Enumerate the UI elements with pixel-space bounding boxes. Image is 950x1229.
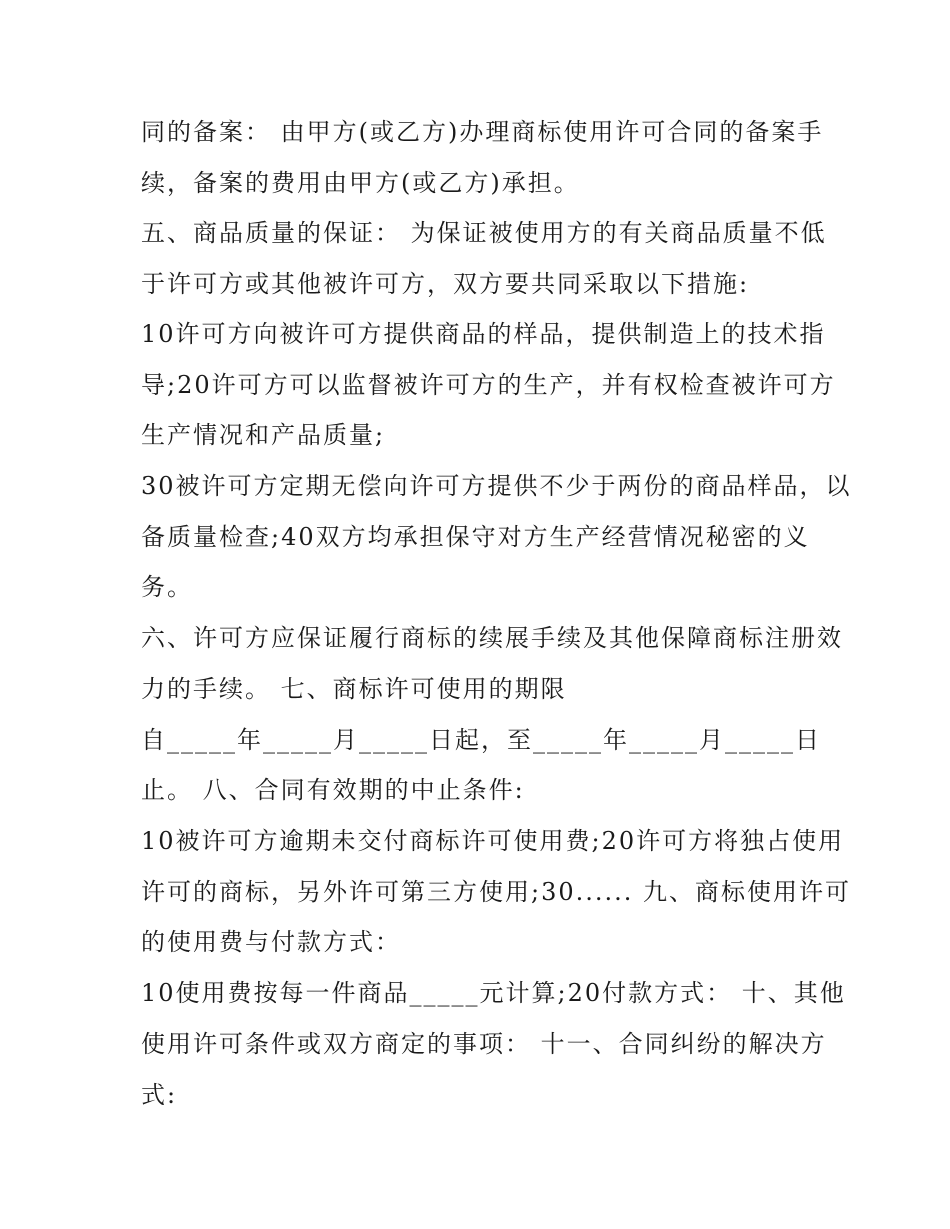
text-line: 六、许可方应保证履行商标的续展手续及其他保障商标注册效 — [141, 624, 843, 652]
text-line: 自_____年_____月_____日起，至_____年_____月_____日 — [141, 726, 821, 754]
text-line: 30被许可方定期无偿向许可方提供不少于两份的商品样品，以 — [141, 472, 852, 500]
text-line: 止。 八、合同有效期的中止条件: — [141, 776, 525, 804]
text-line: 生产情况和产品质量; — [141, 421, 386, 449]
text-line: 10使用费按每一件商品_____元计算;20付款方式： 十、其他 — [141, 979, 846, 1007]
text-line: 务。 — [141, 573, 193, 601]
text-line: 同的备案： 由甲方(或乙方)办理商标使用许可合同的备案手 — [141, 118, 824, 146]
text-line: 续，备案的费用由甲方(或乙方)承担。 — [141, 169, 580, 197]
text-line: 备质量检查;40双方均承担保守对方生产经营情况秘密的义 — [141, 523, 810, 551]
text-line: 10被许可方逾期未交付商标许可使用费;20许可方将独占使用 — [141, 827, 845, 855]
text-line: 五、商品质量的保证： 为保证被使用方的有关商品质量不低 — [141, 219, 827, 247]
text-line: 许可的商标，另外许可第三方使用;30...... 九、商标使用许可 — [141, 878, 852, 906]
text-line: 10许可方向被许可方提供商品的样品，提供制造上的技术指 — [141, 320, 826, 348]
text-line: 式: — [141, 1081, 178, 1109]
text-line: 使用许可条件或双方商定的事项： 十一、合同纠纷的解决方 — [141, 1030, 827, 1058]
text-line: 导;20许可方可以监督被许可方的生产，并有权检查被许可方 — [141, 371, 836, 399]
text-line: 于许可方或其他被许可方，双方要共同采取以下措施: — [141, 270, 750, 298]
text-line: 的使用费与付款方式： — [141, 928, 401, 956]
text-line: 力的手续。 七、商标许可使用的期限 — [141, 675, 567, 703]
